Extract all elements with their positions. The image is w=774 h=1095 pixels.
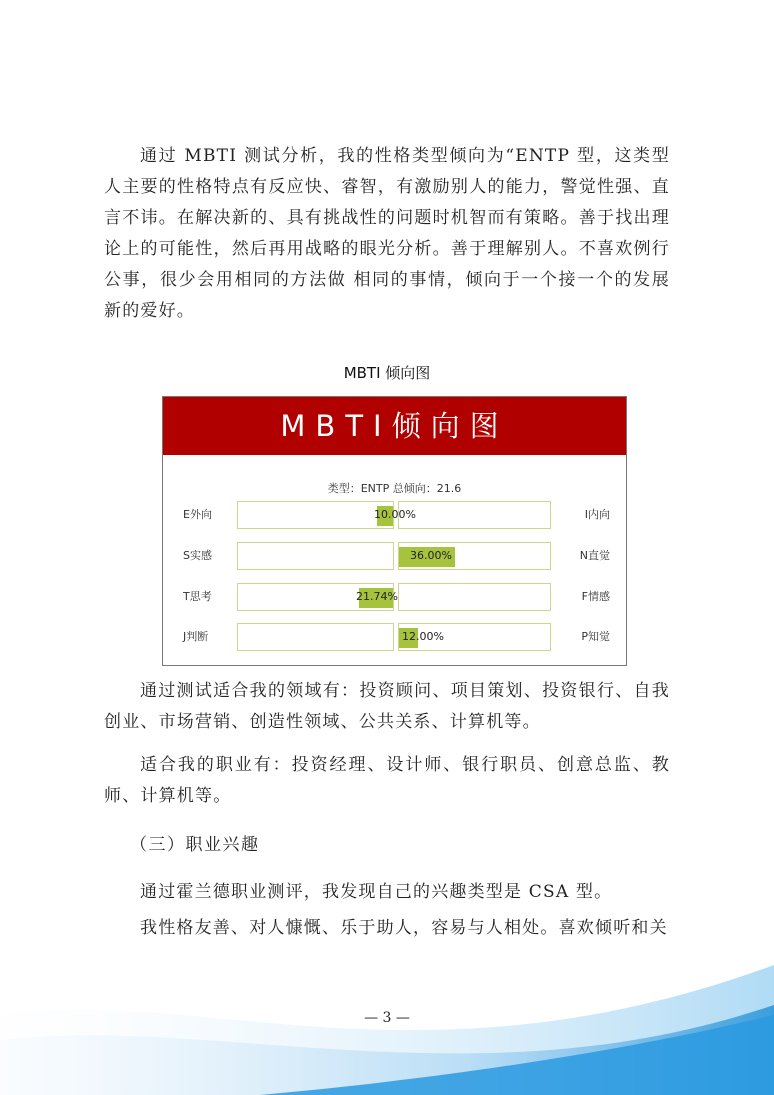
value-label: 36.00% [410, 549, 452, 562]
chart-row [163, 623, 626, 651]
chart-title: MBTI倾向图 [163, 397, 626, 455]
paragraph-suitable-fields: 通过测试适合我的领域有：投资顾问、项目策划、投资银行、自我创业、市场营销、创造性领域、公共关系、计算机等。 [104, 681, 670, 732]
left-trait-label: T思考 [183, 590, 212, 603]
chart-row [163, 542, 626, 570]
value-label: 21.74% [356, 590, 398, 603]
right-track [398, 583, 551, 611]
chart-subtitle: 类型：ENTP 总倾向：21.6 [327, 482, 462, 495]
right-trait-label: P知觉 [581, 630, 610, 643]
paragraph-suitable-jobs: 适合我的职业有：投资经理、设计师、银行职员、创意总监、教师、计算机等。 [104, 755, 670, 806]
right-track [398, 501, 551, 529]
paragraph-mbti-analysis: 通过 MBTI 测试分析，我的性格类型倾向为“ENTP 型，这类型人主要的性格特点有反应快、睿智，有激励别人的能力，警觉性强、直言不讳。在解决新的、具有挑战性的问题时机智而有策略。善于找出理论上的可能性，然后再用战略的眼光分析。善于理解别人。不喜欢例行公事，很少会用相同的方法做 相同的事情，倾向于一个接一个的发展新的爱好。 [104, 146, 670, 321]
left-trait-label: S实感 [183, 549, 212, 562]
section-heading: （三）职业兴趣 [130, 835, 260, 855]
left-track [237, 623, 394, 651]
figure-caption: MBTI 倾向图 [343, 364, 431, 382]
page-number: — 3 — [364, 1010, 410, 1026]
chart-row [163, 583, 626, 611]
right-trait-label: F情感 [581, 590, 610, 603]
left-trait-label: J判断 [183, 630, 209, 643]
chart-row [163, 501, 626, 529]
paragraph-holland-result: 通过霍兰德职业测评，我发现自己的兴趣类型是 CSA 型。 [140, 882, 613, 902]
paragraph-personality: 我性格友善、对人慷慨、乐于助人，容易与人相处。喜欢倾听和关 [140, 918, 668, 938]
value-label: 10.00% [374, 508, 416, 521]
mbti-chart [162, 396, 627, 666]
right-trait-label: N直觉 [579, 549, 610, 562]
left-track [237, 542, 394, 570]
left-track [237, 501, 394, 529]
right-trait-label: I内向 [584, 508, 610, 521]
value-label: 12.00% [402, 630, 444, 643]
left-trait-label: E外向 [183, 508, 212, 521]
